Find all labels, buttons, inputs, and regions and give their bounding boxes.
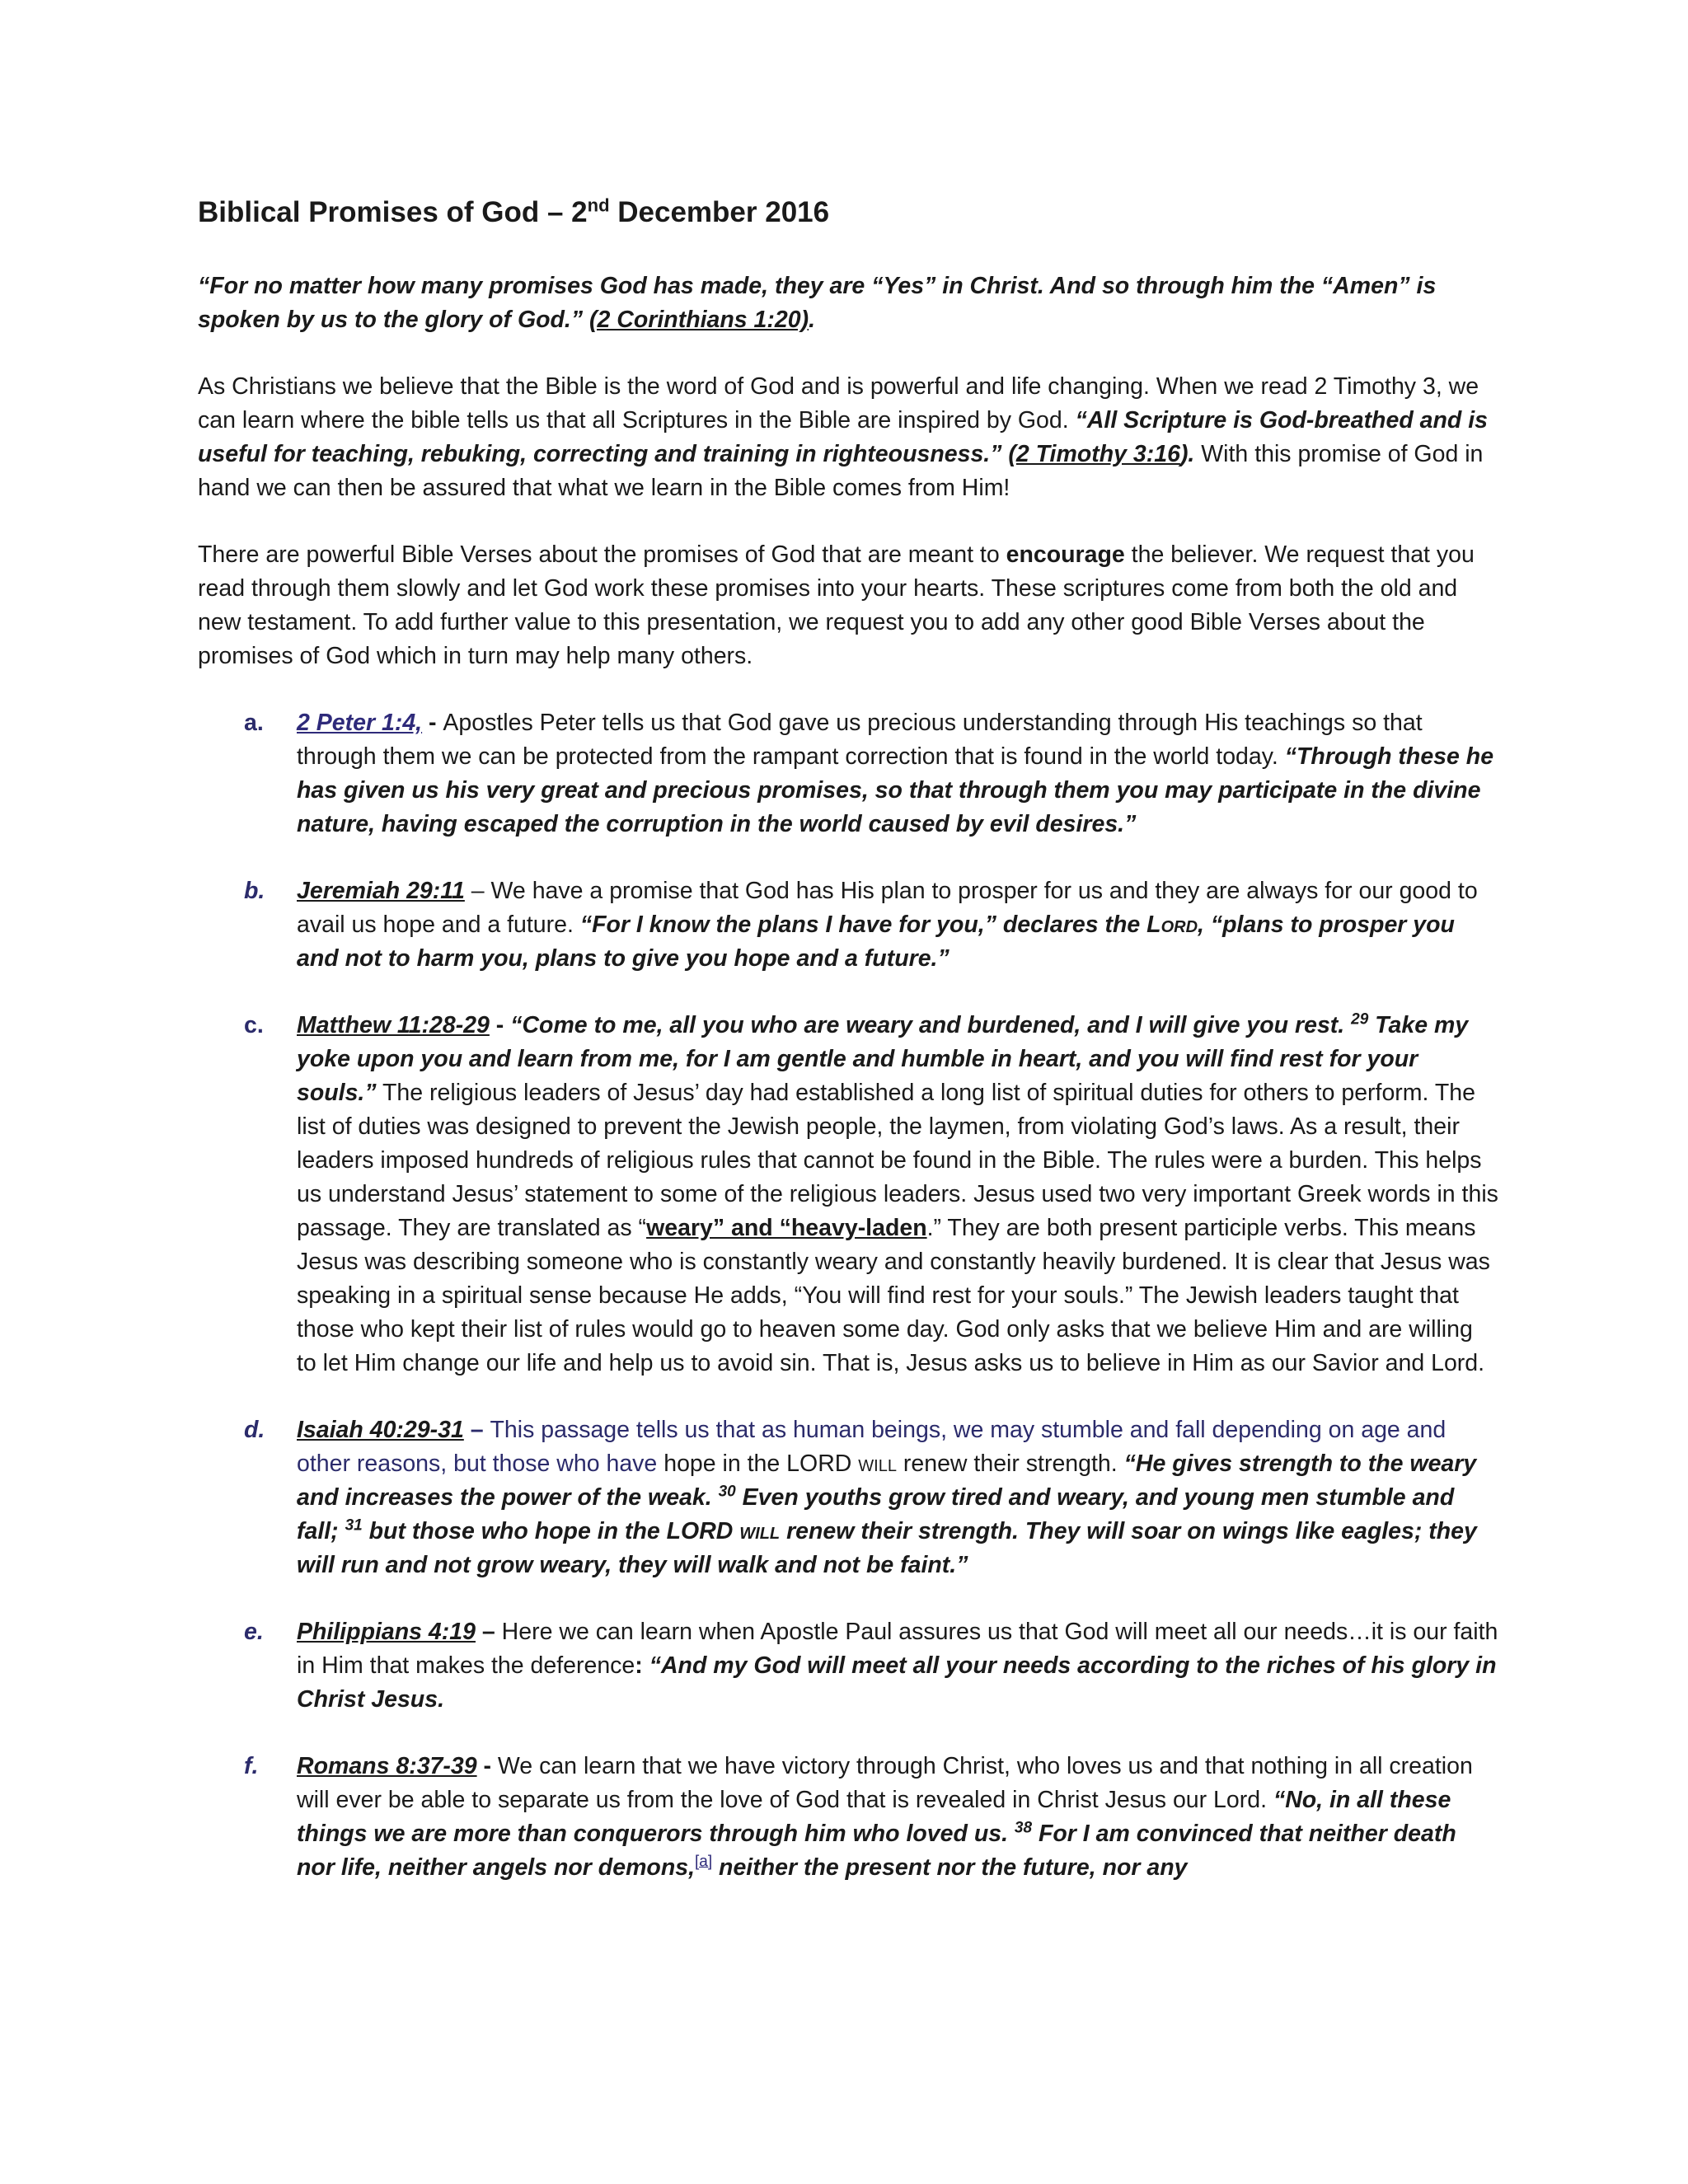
list-item-d: [198, 1413, 1498, 1582]
intro-reference: (2 Corinthians 1:20): [589, 306, 809, 333]
verse-number: 29: [1351, 1010, 1369, 1028]
paragraph-bold-word: encourage: [1006, 541, 1125, 568]
verse-number: 38: [1014, 1819, 1033, 1836]
colon: :: [635, 1652, 649, 1679]
list-item-b: [198, 874, 1498, 976]
paragraph-text: As Christians we believe that the Bible is the word of God and is powerful and life changing. When we read 2 Timothy 3, we can learn where the bible tells us that all Scriptures in the Bible are inspired by God.: [198, 373, 1479, 434]
item-quote: “And my God will meet all your needs according to the riches of his glory in Christ Jesus.: [297, 1652, 1497, 1713]
scripture-reference-romans: Romans 8:37-39: [297, 1752, 477, 1779]
item-text: Here we can learn when Apostle Paul assures us that God will meet all our needs…it is our faith in Him that makes the deference: [297, 1618, 1498, 1679]
item-text: hope in the LORD: [657, 1450, 859, 1477]
list-item-f: [198, 1750, 1498, 1885]
list-marker: b.: [244, 877, 265, 904]
paragraph-text-after: the believer. We request that you read through them slowly and let God work these promises into your hearts. These scriptures come from both the old and new testament. To add further value to this presentation, we request you to add any other good Bible Verses about the promises of God which in turn may help many others.: [198, 541, 1475, 669]
lord-small-caps: Lord: [1146, 911, 1198, 938]
paragraph-powerful-verses: [198, 538, 1498, 673]
item-quote-cont: but those who hope in the LORD: [362, 1517, 740, 1544]
will-small-caps: will: [739, 1517, 781, 1544]
list-marker: a.: [244, 709, 264, 736]
item-quote: “No, in all these things we are more than conquerors through him who loved us.: [297, 1786, 1451, 1847]
separator: -: [489, 1011, 511, 1038]
list-item-e: [198, 1615, 1498, 1717]
scripture-link-2-peter[interactable]: 2 Peter 1:4,: [297, 709, 423, 736]
intro-end: .: [809, 306, 815, 333]
greek-words: weary” and “heavy-laden: [646, 1214, 927, 1241]
item-text: We have a promise that God has His plan to prosper for us and they are always for our good to avail us hope and a future.: [297, 877, 1478, 938]
item-quote: “For I know the plans I have for you,” declares the: [579, 911, 1147, 938]
list-marker: f.: [244, 1752, 259, 1779]
separator: –: [475, 1618, 502, 1645]
paragraph-ref-close: ).: [1179, 440, 1195, 467]
item-quote-cont: For I am convinced that neither death nor life, neither angels nor demons,: [297, 1820, 1456, 1881]
list-marker: c.: [244, 1011, 264, 1038]
item-text: We can learn that we have victory through Christ, who loves us and that nothing in all creation will ever be able to separate us from the love of God that is revealed in Christ Jesus our Lord.: [297, 1752, 1473, 1813]
item-text-cont: renew their strength.: [896, 1450, 1124, 1477]
title-text: Biblical Promises of God – 2: [198, 196, 588, 228]
intro-quote-text: “For no matter how many promises God has made, they are “Yes” in Christ. And so through him the “Amen” is spoken by us to the glory of God.”: [198, 272, 1437, 333]
item-quote: “Come to me, all you who are weary and burdened, and I will give you rest.: [510, 1011, 1352, 1038]
separator: –: [464, 877, 491, 904]
item-quote-cont: Take my yoke upon you and learn from me, for I am gentle and humble in heart, and you will find rest for your souls.”: [297, 1011, 1469, 1106]
list-item-a: [198, 706, 1498, 841]
scripture-reference-matthew: Matthew 11:28-29: [297, 1011, 490, 1038]
verse-number: 30: [718, 1483, 736, 1500]
item-text-highlight: This passage tells us that as human beings, we may stumble and fall depending on age and other reasons, but those who have: [297, 1416, 1447, 1477]
scripture-reference-isaiah: Isaiah 40:29-31: [297, 1416, 464, 1443]
paragraph-reference: 2 Timothy 3:16: [1015, 440, 1180, 467]
list-marker: e.: [244, 1618, 264, 1645]
item-text: Apostles Peter tells us that God gave us precious understanding through His teachings so that through them we can be protected from the rampant correction that is found in the world today.: [297, 709, 1423, 770]
item-quote-end: neither the present nor the future, nor any: [712, 1854, 1188, 1881]
paragraph-text-after: With this promise of God in hand we can then be assured that what we learn in the Bible comes from Him!: [198, 440, 1484, 501]
footnote-link[interactable]: [a]: [695, 1853, 713, 1870]
title-date: December 2016: [609, 196, 830, 228]
scripture-reference-philippians: Philippians 4:19: [297, 1618, 476, 1645]
page-title: [198, 194, 1498, 232]
list-item-c: [198, 1009, 1498, 1380]
item-quote-end: renew their strength. They will soar on wings like eagles; they will run and not grow weary, they will walk and not be faint.”: [297, 1517, 1477, 1578]
promises-list: [198, 706, 1498, 1885]
item-quote-cont: , “plans to prosper you and not to harm you, plans to give you hope and a future.”: [297, 911, 1455, 972]
item-quote-cont: Even youths grow tired and weary, and young men stumble and fall;: [297, 1483, 1455, 1544]
verse-number: 31: [345, 1516, 363, 1534]
item-quote: “Through these he has given us his very great and precious promises, so that through them you may participate in the divine nature, having escaped the corruption in the world caused by evil desires.”: [297, 743, 1494, 837]
will-small-caps: will: [858, 1450, 897, 1477]
separator: –: [463, 1416, 490, 1443]
item-text: The religious leaders of Jesus’ day had established a long list of spiritual duties for others to perform. The list of duties was designed to prevent the Jewish people, the laymen, from violating God’s laws. As a result, their leaders imposed hundreds of religious rules that cannot be found in the Bible. The rules were a burden. This helps us understand Jesus’ statement to some of the religious leaders. Jesus used two very important Greek words in this passage. They are translated as “: [297, 1079, 1498, 1241]
item-text-cont: .” They are both present participle verbs. This means Jesus was describing someone who is constantly weary and constantly heavily burdened. It is clear that Jesus was speaking in a spiritual sense because He adds, “You will find rest for your souls.” The Jewish leaders taught that those who kept their list of rules would go to heaven some day. God only asks that we believe Him and are willing to let Him change our life and help us to avoid sin. That is, Jesus asks us to believe in Him as our Savior and Lord.: [297, 1214, 1490, 1376]
paragraph-scripture-inspired: [198, 370, 1498, 505]
list-marker: d.: [244, 1416, 265, 1443]
title-superscript: nd: [587, 194, 610, 216]
item-quote: “He gives strength to the weary and increases the power of the weak.: [297, 1450, 1477, 1511]
scripture-reference-jeremiah: Jeremiah 29:11: [297, 877, 465, 904]
paragraph-ref-open: (: [1008, 440, 1016, 467]
separator: -: [476, 1752, 498, 1779]
paragraph-text: There are powerful Bible Verses about the promises of God that are meant to: [198, 541, 1006, 568]
paragraph-quote: “All Scripture is God-breathed and is useful for teaching, rebuking, correcting and training in righteousness.”: [198, 406, 1488, 467]
separator: -: [422, 709, 443, 736]
intro-quote: [198, 269, 1498, 337]
